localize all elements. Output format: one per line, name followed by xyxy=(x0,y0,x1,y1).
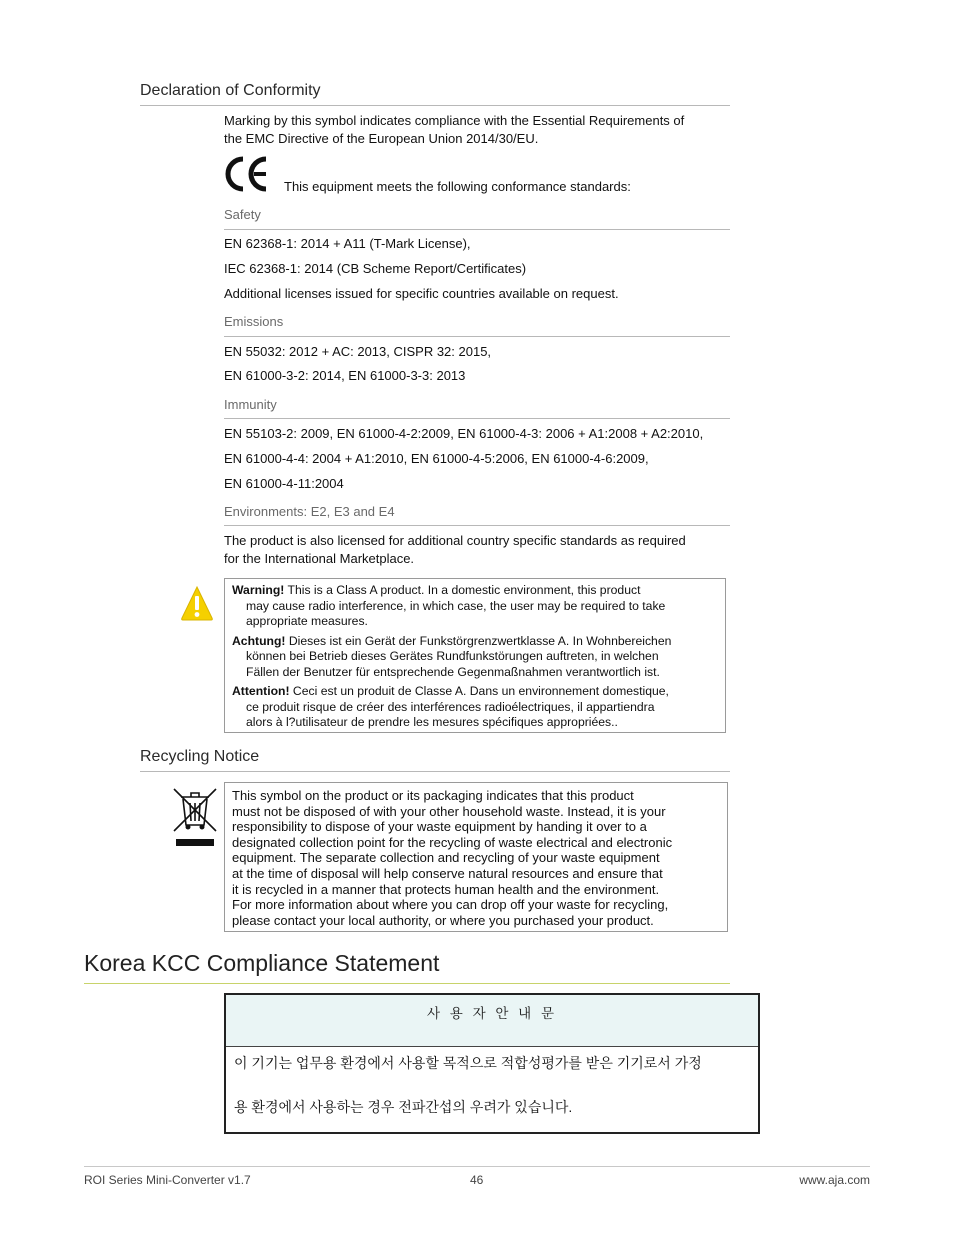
intro-line-1: Marking by this symbol indicates compliance with the Essential Requirements of xyxy=(224,113,685,128)
immunity-rule xyxy=(224,418,730,419)
footer-rule xyxy=(84,1166,870,1167)
page-number: 46 xyxy=(470,1173,484,1187)
warning-fr-line: ce produit risque de créer des interférences radioélectriques, il appartiendra xyxy=(246,699,655,714)
declaration-intro xyxy=(224,112,684,148)
kcc-heading: Korea KCC Compliance Statement xyxy=(84,950,440,976)
emissions-label: Emissions xyxy=(224,314,284,329)
emissions-item: EN 61000-3-2: 2014, EN 61000-3-3: 2013 xyxy=(224,368,466,383)
warning-de-line: Fällen der Benutzer für entsprechende Gegenmaßnahmen verantwortlich ist. xyxy=(246,664,660,679)
warning-en-line: may cause radio interference, in which case, the user may be required to take xyxy=(246,598,666,613)
recycling-box xyxy=(224,782,728,932)
warning-en-label: Warning! xyxy=(232,583,285,597)
safety-item: IEC 62368-1: 2014 (CB Scheme Report/Certificates) xyxy=(224,261,527,276)
warning-fr-label: Attention! xyxy=(232,684,290,698)
emissions-rule xyxy=(224,336,730,337)
recycling-line: please contact your local authority, or where you purchased your product. xyxy=(232,912,654,928)
declaration-rule xyxy=(140,105,730,106)
safety-label: Safety xyxy=(224,207,261,222)
environments-rule xyxy=(224,525,730,526)
emissions-item: EN 55032: 2012 + AC: 2013, CISPR 32: 2015, xyxy=(224,344,492,359)
footer-website-link[interactable]: www.aja.com xyxy=(799,1173,870,1187)
warning-de xyxy=(232,634,718,681)
environments-text xyxy=(224,532,686,568)
kcc-rule xyxy=(84,983,730,984)
recycling-rule xyxy=(140,771,730,772)
recycling-line: equipment. The separate collection and recycling of your waste equipment xyxy=(232,850,660,866)
warning-box xyxy=(224,578,726,733)
recycling-line: it is recycled in a manner that protects human health and the environment. xyxy=(232,881,660,897)
kcc-box-title: 사 용 자 안 내 문 xyxy=(226,995,758,1047)
footer-title: ROI Series Mini-Converter v1.7 xyxy=(84,1173,251,1187)
recycling-line: designated collection point for the recycling of waste electrical and electronic xyxy=(232,834,673,850)
recycling-line: at the time of disposal will help conserve natural resources and ensure that xyxy=(232,865,663,881)
immunity-label: Immunity xyxy=(224,397,277,412)
warning-en-line: This is a Class A product. In a domestic environment, this product xyxy=(284,583,641,597)
safety-rule xyxy=(224,229,730,230)
immunity-item: EN 61000-4-11:2004 xyxy=(224,476,344,491)
environments-line-2: for the International Marketplace. xyxy=(224,551,415,566)
safety-item: EN 62368-1: 2014 + A11 (T-Mark License), xyxy=(224,236,471,251)
immunity-item: EN 55103-2: 2009, EN 61000-4-2:2009, EN 61000-4-3: 2006 + A1:2008 + A2:2010, xyxy=(224,426,704,441)
intro-line-2: the EMC Directive of the European Union 2014/30/EU. xyxy=(224,131,539,146)
warning-de-label: Achtung! xyxy=(232,633,286,648)
ce-statement: This equipment meets the following conformance standards: xyxy=(284,179,631,194)
kcc-statement-box xyxy=(224,993,760,1134)
warning-fr-line: Ceci est un produit de Classe A. Dans un environnement domestique, xyxy=(289,684,669,698)
environments-line-1: The product is also licensed for additional country specific standards as required xyxy=(224,533,686,548)
recycling-line: For more information about where you can drop off your waste for recycling, xyxy=(232,897,669,913)
warning-triangle-icon xyxy=(180,585,214,621)
warning-en-line: appropriate measures. xyxy=(246,614,368,628)
warning-de-line: können bei Betrieb dieses Gerätes Rundfunkstörungen auftreten, in welchen xyxy=(246,649,659,663)
ce-mark-icon xyxy=(224,155,270,193)
kcc-line-2: 용 환경에서 사용하는 경우 전파간섭의 우려가 있습니다. xyxy=(234,1099,573,1115)
immunity-item: EN 61000-4-4: 2004 + A1:2010, EN 61000-4-5:2006, EN 61000-4-6:2009, xyxy=(224,451,649,466)
safety-item: Additional licenses issued for specific countries available on request. xyxy=(224,286,619,301)
warning-de-line: Dieses ist ein Gerät der Funkstörgrenzwertklasse A. In Wohnbereichen xyxy=(285,633,672,648)
weee-bin-icon xyxy=(172,787,218,849)
recycling-line: responsibility to dispose of your waste equipment by handing it over to a xyxy=(232,819,647,835)
environments-label: Environments: E2, E3 and E4 xyxy=(224,504,395,519)
recycling-line: This symbol on the product or its packaging indicates that this product xyxy=(232,788,634,803)
warning-fr xyxy=(232,684,718,731)
kcc-line-1: 이 기기는 업무용 환경에서 사용할 목적으로 적합성평가를 받은 기기로서 가정 xyxy=(234,1055,702,1071)
recycling-line: must not be disposed of with your other household waste. Instead, it is your xyxy=(232,803,666,819)
declaration-heading: Declaration of Conformity xyxy=(140,82,321,99)
warning-fr-line: alors à l?utilisateur de prendre les mesures spécifiques appropriées.. xyxy=(246,715,618,729)
recycling-heading: Recycling Notice xyxy=(140,748,260,765)
warning-en xyxy=(232,583,718,630)
